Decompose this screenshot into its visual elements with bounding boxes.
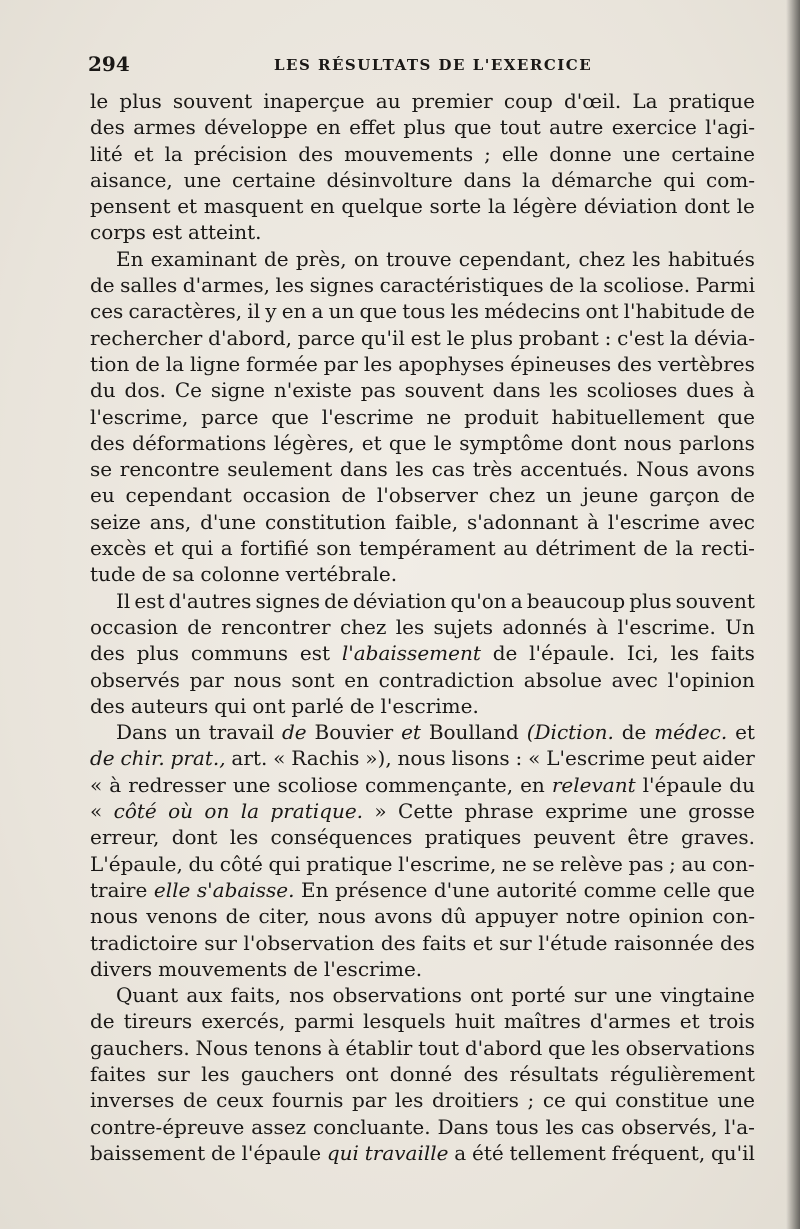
text-line: se rencontre seulement dans les cas très accentués. Nous avons [90,457,755,482]
text-line: divers mouvements de l'escrime. [90,956,423,981]
running-head: LES RÉSULTATS DE L'EXERCICE [274,56,593,74]
text-line: rechercher d'abord, parce qu'il est le plus probant : c'est la dévia- [90,325,755,350]
text-line: Quant aux faits, nos observations ont porté sur une vingtaine [116,983,755,1008]
text-line: tude de sa colonne vertébrale. [90,562,398,587]
text-line: inverses de ceux fournis par les droitiers ; ce qui constitue une [90,1088,755,1113]
text-line: erreur, dont les conséquences pratiques peuvent être graves. [90,825,755,850]
text-line: « côté où on la pratique. » Cette phrase exprime une grosse [90,799,755,824]
text-line: des auteurs qui ont parlé de l'escrime. [90,693,479,718]
text-line: En examinant de près, on trouve cependant, chez les habitués [116,246,755,271]
text-line: de chir. prat., art. « Rachis »), nous lisons : « L'escrime peut aider [90,746,755,771]
text-line: Dans un travail de Bouvier et Boulland (Diction. de médec. et [116,720,755,745]
text-line: baissement de l'épaule qui travaille a été tellement fréquent, qu'il [90,1140,755,1165]
text-line: nous venons de citer, nous avons dû appuyer notre opinion con- [90,904,755,929]
text-line: l'escrime, parce que l'escrime ne produit habituellement que [90,404,755,429]
text-line: tion de la ligne formée par les apophyses épineuses des vertèbres [90,351,755,376]
text-line: tradictoire sur l'observation des faits et sur l'étude raisonnée des [90,930,755,955]
text-line: occasion de rencontrer chez les sujets adonnés à l'escrime. Un [90,614,755,639]
text-line: des déformations légères, et que le symptôme dont nous parlons [90,430,755,455]
text-line: de salles d'armes, les signes caractéristiques de la scoliose. Parmi [90,273,755,298]
text-line: pensent et masquent en quelque sorte la légère déviation dont le [90,194,755,219]
text-line: des armes développe en effet plus que tout autre exercice l'agi- [90,115,755,140]
text-line: seize ans, d'une constitution faible, s'adonnant à l'escrime avec [90,509,755,534]
text-line: L'épaule, du côté qui pratique l'escrime, ne se relève pas ; au con- [90,851,755,876]
text-line: aisance, une certaine désinvolture dans la démarche qui com- [90,167,755,192]
page-header [88,52,753,78]
text-line: des plus communs est l'abaissement de l'épaule. Ici, les faits [90,641,755,666]
text-line: excès et qui a fortifié son tempérament au détriment de la recti- [90,536,755,561]
page-number: 294 [88,52,130,76]
text-line: Il est d'autres signes de déviation qu'on a beaucoup plus souvent [116,588,755,613]
text-line: observés par nous sont en contradiction absolue avec l'opinion [90,667,755,692]
text-line: traire elle s'abaisse. En présence d'une autorité comme celle que [90,877,755,902]
body-text [90,88,755,1166]
text-line: eu cependant occasion de l'observer chez un jeune garçon de [90,483,755,508]
text-line: ces caractères, il y en a un que tous les médecins ont l'habitude de [90,299,755,324]
text-line: « à redresser une scoliose commençante, en relevant l'épaule du [90,772,755,797]
text-line: corps est atteint. [90,220,262,245]
text-line: faites sur les gauchers ont donné des résultats régulièrement [90,1061,755,1086]
text-line: du dos. Ce signe n'existe pas souvent dans les scolioses dues à [90,378,755,403]
text-line: gauchers. Nous tenons à établir tout d'abord que les observations [90,1035,755,1060]
text-line: lité et la précision des mouvements ; elle donne une certaine [90,141,755,166]
text-line: contre-épreuve assez concluante. Dans tous les cas observés, l'a- [90,1114,755,1139]
text-line: de tireurs exercés, parmi lesquels huit maîtres d'armes et trois [90,1009,755,1034]
text-line: le plus souvent inaperçue au premier coup d'œil. La pratique [90,89,755,113]
